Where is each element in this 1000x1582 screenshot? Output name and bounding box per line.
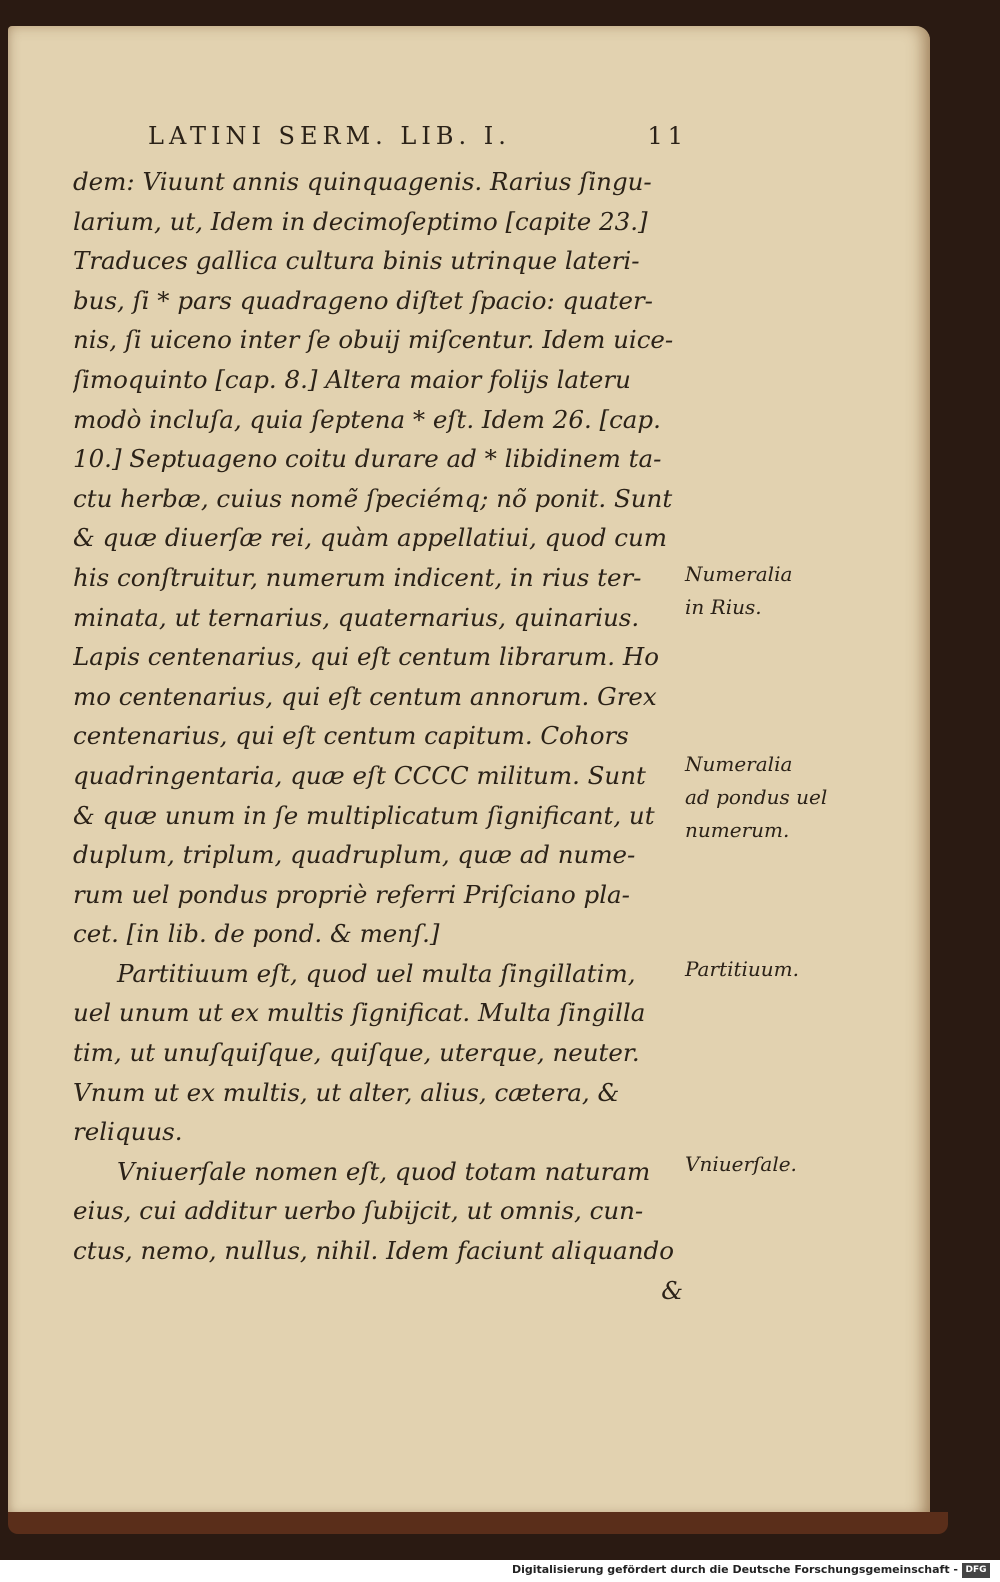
marginal-line: Vniuerſale. xyxy=(685,1152,797,1176)
text-line: uel unum ut ex multis ſignificat. Multa ſingilla xyxy=(73,998,646,1028)
marginal-line: numerum. xyxy=(685,818,790,842)
marginal-note-numeralia-pondus xyxy=(685,748,827,847)
text-line: ctus, nemo, nullus, nihil. Idem faciunt aliquando xyxy=(73,1236,674,1266)
text-line: ſimoquinto [cap. 8.] Altera maior folijs lateru xyxy=(73,364,631,394)
text-line: & quæ unum in ſe multiplicatum ſignificant, ut xyxy=(73,800,655,830)
marginal-line: Numeralia xyxy=(685,752,793,776)
text-line: larium, ut, Idem in decimoſeptimo [capite 23.] xyxy=(73,206,648,236)
marginal-line: Partitiuum. xyxy=(685,957,799,981)
text-line: dem: Viuunt annis quinquagenis. Rarius ſingu- xyxy=(73,167,652,196)
text-line: bus, ſi * pars quadrageno diſtet ſpacio: quater- xyxy=(73,285,653,315)
text-line: Traduces gallica cultura binis utrinque lateri- xyxy=(73,246,640,276)
text-line: reliquus. xyxy=(73,1117,183,1147)
text-line: Vniuerſale nomen eſt, quod totam naturam xyxy=(117,1156,651,1186)
text-line: quadringentaria, quæ eſt CCCC militum. Sunt xyxy=(73,760,646,790)
main-text xyxy=(73,162,683,1310)
running-title: LATINI SERM. LIB. I. xyxy=(148,122,511,150)
marginal-note-partitiuum xyxy=(685,953,799,986)
page-edge xyxy=(8,1512,948,1534)
marginal-note-numeralia-rius xyxy=(685,558,792,624)
text-line: Partitiuum eſt, quod uel multa ſingillatim, xyxy=(117,958,636,988)
marginal-line: ad pondus uel xyxy=(685,785,828,809)
text-line: cet. [in lib. de pond. & menſ.] xyxy=(73,919,440,949)
text-line: tim, ut unuſquiſque, quiſque, uterque, neuter. xyxy=(73,1038,640,1068)
text-line: centenarius, qui eſt centum capitum. Cohors xyxy=(73,721,629,751)
text-line: modò incluſa, quia ſeptena * eſt. Idem 26. [cap. xyxy=(73,404,661,434)
text-line: eius, cui additur uerbo ſubijcit, ut omnis, cun- xyxy=(73,1196,644,1226)
funding-credit: Digitalisierung gefördert durch die Deutsche Forschungsgemeinschaft - xyxy=(511,1563,958,1576)
marginal-note-vniuersale xyxy=(685,1148,797,1181)
catchword: & xyxy=(661,1275,683,1305)
text-line: Vnum ut ex multis, ut alter, alius, cætera, & xyxy=(73,1077,620,1107)
text-line: Lapis centenarius, qui eſt centum librarum. Ho xyxy=(73,642,659,672)
text-line: his conſtruitur, numerum indicent, in rius ter- xyxy=(73,562,642,592)
text-line: minata, ut ternarius, quaternarius, quinarius. xyxy=(73,602,640,632)
text-line: nis, ſi uiceno inter ſe obuij miſcentur. Idem uice- xyxy=(73,325,674,355)
text-line: rum uel pondus propriè referri Priſciano pla- xyxy=(73,879,630,909)
text-line: duplum, triplum, quadruplum, quæ ad nume- xyxy=(73,840,636,870)
text-line: ctu herbæ, cuius nomẽ ſpeciémq; nõ ponit. Sunt xyxy=(73,483,673,513)
running-head xyxy=(148,122,688,150)
text-line: & quæ diuerſæ rei, quàm appellatiui, quod cum xyxy=(73,523,668,553)
dfg-logo: DFG xyxy=(962,1563,990,1578)
text-line: 10.] Septuageno coitu durare ad * libidinem ta- xyxy=(73,444,662,474)
text-line: mo centenarius, qui eſt centum annorum. Grex xyxy=(73,681,657,711)
marginal-line: in Rius. xyxy=(685,595,762,619)
marginal-line: Numeralia xyxy=(685,562,793,586)
page-number: 11 xyxy=(647,122,688,150)
